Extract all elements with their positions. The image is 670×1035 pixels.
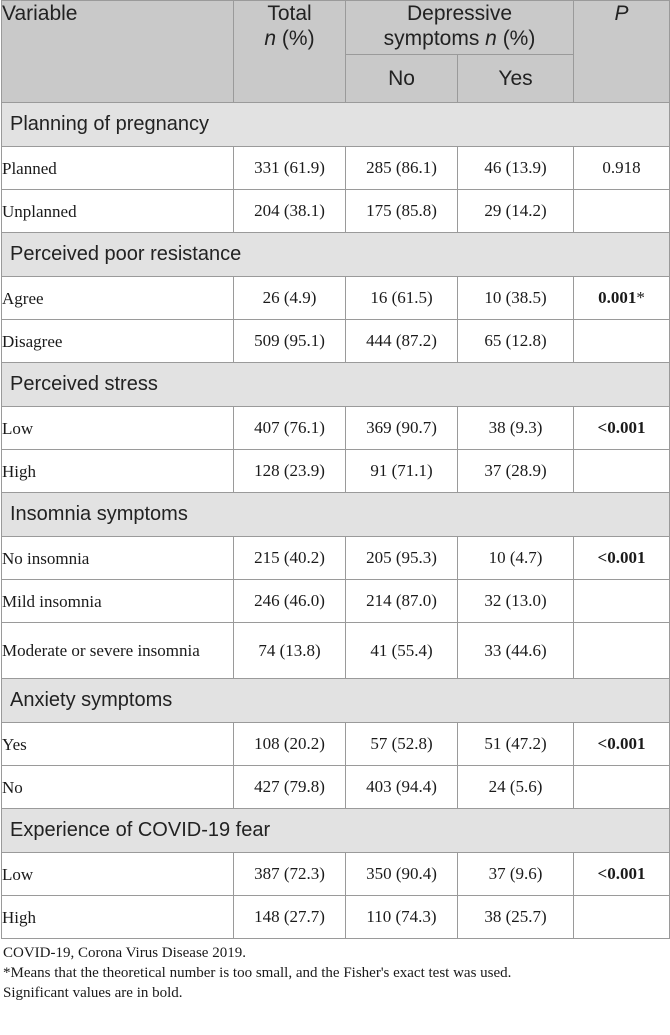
cell-total: 128 (23.9) <box>234 450 346 493</box>
cell-no: 41 (55.4) <box>346 623 458 679</box>
header-dep-n: n <box>485 27 497 50</box>
table-row <box>2 320 670 363</box>
cell-p-value <box>574 320 670 363</box>
section-title: Experience of COVID-19 fear <box>2 809 670 853</box>
cell-yes: 51 (47.2) <box>458 723 574 766</box>
p-value-text: <0.001 <box>597 548 646 567</box>
cell-total: 407 (76.1) <box>234 407 346 450</box>
cell-total: 331 (61.9) <box>234 147 346 190</box>
section-row <box>2 809 670 853</box>
table-header <box>2 1 670 103</box>
cell-no: 91 (71.1) <box>346 450 458 493</box>
footnote-fisher: *Means that the theoretical number is too small, and the Fisher's exact test was used. <box>3 965 512 981</box>
cell-yes: 37 (28.9) <box>458 450 574 493</box>
cell-no: 16 (61.5) <box>346 277 458 320</box>
cell-p-value <box>574 147 670 190</box>
header-total <box>234 1 346 103</box>
cell-total: 427 (79.8) <box>234 766 346 809</box>
cell-yes: 10 (4.7) <box>458 537 574 580</box>
cell-total: 246 (46.0) <box>234 580 346 623</box>
table-row <box>2 896 670 939</box>
cell-p-value <box>574 723 670 766</box>
cell-p-value <box>574 853 670 896</box>
cell-total: 74 (13.8) <box>234 623 346 679</box>
cell-total: 108 (20.2) <box>234 723 346 766</box>
table-row <box>2 450 670 493</box>
section-row <box>2 679 670 723</box>
table-row <box>2 407 670 450</box>
section-row <box>2 233 670 277</box>
table-row <box>2 623 670 679</box>
cell-no: 444 (87.2) <box>346 320 458 363</box>
table-row <box>2 580 670 623</box>
cell-yes: 32 (13.0) <box>458 580 574 623</box>
row-label: Agree <box>2 277 234 320</box>
cell-total: 204 (38.1) <box>234 190 346 233</box>
table-row <box>2 147 670 190</box>
header-depressive <box>346 1 574 55</box>
table-body <box>2 103 670 939</box>
table-row <box>2 537 670 580</box>
row-label: Planned <box>2 147 234 190</box>
section-title: Planning of pregnancy <box>2 103 670 147</box>
header-no: No <box>346 55 458 103</box>
table-row <box>2 190 670 233</box>
table-footnotes <box>3 943 667 1003</box>
row-label: Low <box>2 853 234 896</box>
cell-total: 509 (95.1) <box>234 320 346 363</box>
row-label: Unplanned <box>2 190 234 233</box>
cell-yes: 29 (14.2) <box>458 190 574 233</box>
cell-total: 148 (27.7) <box>234 896 346 939</box>
cell-p-value <box>574 896 670 939</box>
header-variable: Variable <box>2 1 234 103</box>
header-total-pct: (%) <box>276 27 315 50</box>
cell-yes: 65 (12.8) <box>458 320 574 363</box>
cell-p-value <box>574 623 670 679</box>
header-dep-pct: (%) <box>496 27 536 50</box>
footnote-bold: Significant values are in bold. <box>3 985 183 1001</box>
cell-p-value <box>574 766 670 809</box>
p-value-text: <0.001 <box>597 418 646 437</box>
row-label: Moderate or severe insomnia <box>2 623 234 679</box>
p-value-text: <0.001 <box>597 864 646 883</box>
p-value-text: <0.001 <box>597 734 646 753</box>
p-value-text: 0.918 <box>602 158 641 177</box>
header-total-n: n <box>264 27 277 50</box>
p-value-mark: * <box>636 288 645 307</box>
footnote-abbrev: COVID-19, Corona Virus Disease 2019. <box>3 945 246 961</box>
cell-yes: 37 (9.6) <box>458 853 574 896</box>
cell-total: 387 (72.3) <box>234 853 346 896</box>
results-table <box>1 0 670 939</box>
row-label: Low <box>2 407 234 450</box>
section-row <box>2 363 670 407</box>
table-row <box>2 766 670 809</box>
cell-yes: 38 (9.3) <box>458 407 574 450</box>
cell-yes: 10 (38.5) <box>458 277 574 320</box>
section-row <box>2 493 670 537</box>
header-total-line1: Total <box>267 2 312 25</box>
row-label: High <box>2 450 234 493</box>
cell-p-value <box>574 407 670 450</box>
section-title: Perceived poor resistance <box>2 233 670 277</box>
header-dep-line1: Depressive <box>406 2 513 25</box>
header-dep-line2: symptoms <box>383 27 486 50</box>
cell-yes: 33 (44.6) <box>458 623 574 679</box>
cell-p-value <box>574 537 670 580</box>
cell-p-value <box>574 580 670 623</box>
cell-p-value <box>574 450 670 493</box>
cell-no: 57 (52.8) <box>346 723 458 766</box>
cell-no: 214 (87.0) <box>346 580 458 623</box>
cell-no: 403 (94.4) <box>346 766 458 809</box>
header-p: P <box>574 1 670 103</box>
p-value-text: 0.001 <box>598 288 637 307</box>
row-label: High <box>2 896 234 939</box>
section-title: Insomnia symptoms <box>2 493 670 537</box>
cell-total: 215 (40.2) <box>234 537 346 580</box>
section-row <box>2 103 670 147</box>
cell-no: 205 (95.3) <box>346 537 458 580</box>
cell-no: 285 (86.1) <box>346 147 458 190</box>
row-label: Disagree <box>2 320 234 363</box>
row-label: Mild insomnia <box>2 580 234 623</box>
cell-no: 110 (74.3) <box>346 896 458 939</box>
row-label: No <box>2 766 234 809</box>
cell-yes: 24 (5.6) <box>458 766 574 809</box>
cell-yes: 46 (13.9) <box>458 147 574 190</box>
cell-no: 350 (90.4) <box>346 853 458 896</box>
table-row <box>2 853 670 896</box>
section-title: Anxiety symptoms <box>2 679 670 723</box>
row-label: Yes <box>2 723 234 766</box>
section-title: Perceived stress <box>2 363 670 407</box>
cell-yes: 38 (25.7) <box>458 896 574 939</box>
header-yes: Yes <box>458 55 574 103</box>
cell-p-value <box>574 277 670 320</box>
cell-total: 26 (4.9) <box>234 277 346 320</box>
cell-no: 175 (85.8) <box>346 190 458 233</box>
row-label: No insomnia <box>2 537 234 580</box>
cell-no: 369 (90.7) <box>346 407 458 450</box>
table-row <box>2 277 670 320</box>
table-row <box>2 723 670 766</box>
cell-p-value <box>574 190 670 233</box>
